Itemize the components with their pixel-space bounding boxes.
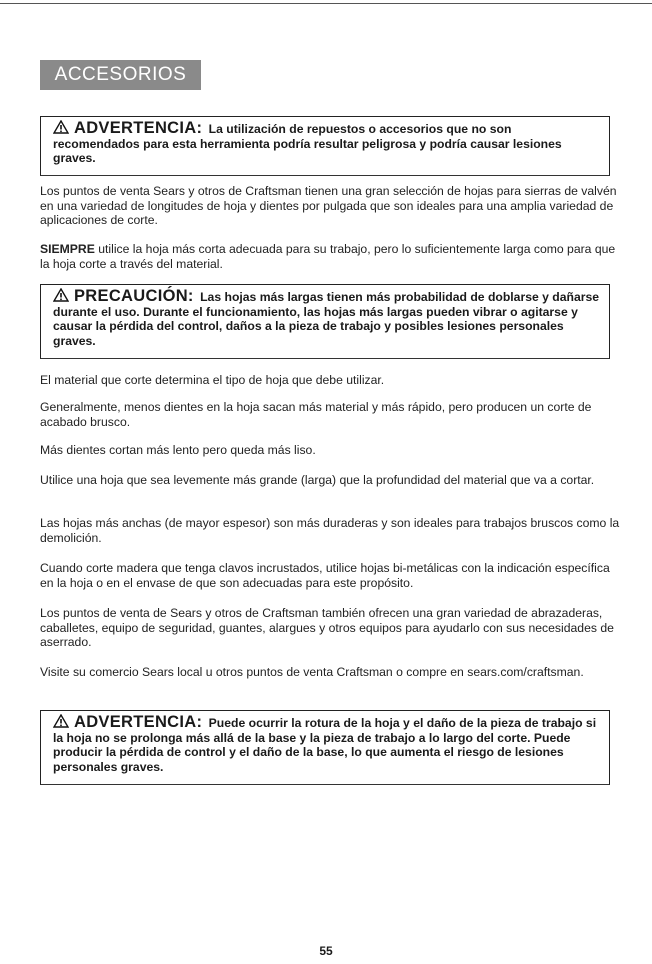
top-rule (0, 3, 652, 4)
warning-box-2 (40, 710, 610, 785)
paragraph-nails: Cuando corte madera que tenga clavos incrustados, utilice hojas bi-metálicas con la indicación específica en la hoja o en el envase de que son adecuadas para este propósito. (40, 561, 610, 590)
caution-triangle-icon (53, 288, 69, 302)
warning-keyword: ADVERTENCIA: (74, 119, 203, 137)
warning-keyword: ADVERTENCIA: (74, 713, 203, 731)
warning-triangle-icon (53, 120, 69, 134)
caution-text: Las hojas más largas tienen más probabilidad de doblarse y dañarse durante el uso. Durante el funcionamiento, las hojas más largas pueden vibrar o agitarse y causar la pérdida del control, daños a la pieza de trabajo y posibles lesiones personales graves. (53, 290, 600, 348)
paragraph-wider-blades: Las hojas más anchas (de mayor espesor) son más duraderas y son ideales para trabajos bruscos como la demolición. (40, 516, 620, 545)
paragraph-always (40, 242, 625, 271)
page-number: 55 (319, 944, 333, 958)
paragraph-accessories: Los puntos de venta de Sears y otros de Craftsman también ofrecen una gran variedad de abrazaderas, caballetes, equipo de seguridad, guantes, alargues y otros equipos para ayudarlo con sus necesidades de aserrado. (40, 606, 614, 649)
always-text: utilice la hoja más corta adecuada para su trabajo, pero lo suficientemente larga como para que la hoja corte a través del material. (40, 242, 616, 271)
paragraph-blade-selection: Los puntos de venta Sears y otros de Craftsman tienen una gran selección de hojas para sierras de valvén en una variedad de longitudes de hoja y dientes por pulgada que son ideales para una amplia variedad de aplicaciones de corte. (40, 184, 617, 227)
always-lead: SIEMPRE (40, 242, 95, 256)
paragraph-material: El material que corte determina el tipo de hoja que debe utilizar. (40, 373, 385, 387)
section-title: ACCESORIOS (40, 60, 201, 90)
paragraph-visit-store: Visite su comercio Sears local u otros puntos de venta Craftsman o compre en sears.com/craftsman. (40, 665, 584, 679)
caution-keyword: PRECAUCIÓN: (74, 287, 194, 305)
paragraph-blade-length: Utilice una hoja que sea levemente más grande (larga) que la profundidad del material que va a cortar. (40, 473, 595, 487)
caution-box (40, 284, 610, 359)
paragraph-more-teeth: Más dientes cortan más lento pero queda más liso. (40, 443, 316, 457)
warning-box-1 (40, 116, 610, 176)
warning-text: La utilización de repuestos o accesorios que no son recomendados para esta herramienta podría resultar peligrosa y podría causar lesiones graves. (53, 122, 562, 165)
paragraph-fewer-teeth: Generalmente, menos dientes en la hoja sacan más material y más rápido, pero producen un corte de acabado brusco. (40, 400, 592, 429)
warning-triangle-icon (53, 714, 69, 728)
warning-text: Puede ocurrir la rotura de la hoja y el daño de la pieza de trabajo si la hoja no se prolonga más allá de la base y la pieza de trabajo a lo largo del corte. Puede producir la pérdida de control y el daño de la base, lo que aumenta el riesgo de lesiones personales graves. (53, 716, 597, 774)
